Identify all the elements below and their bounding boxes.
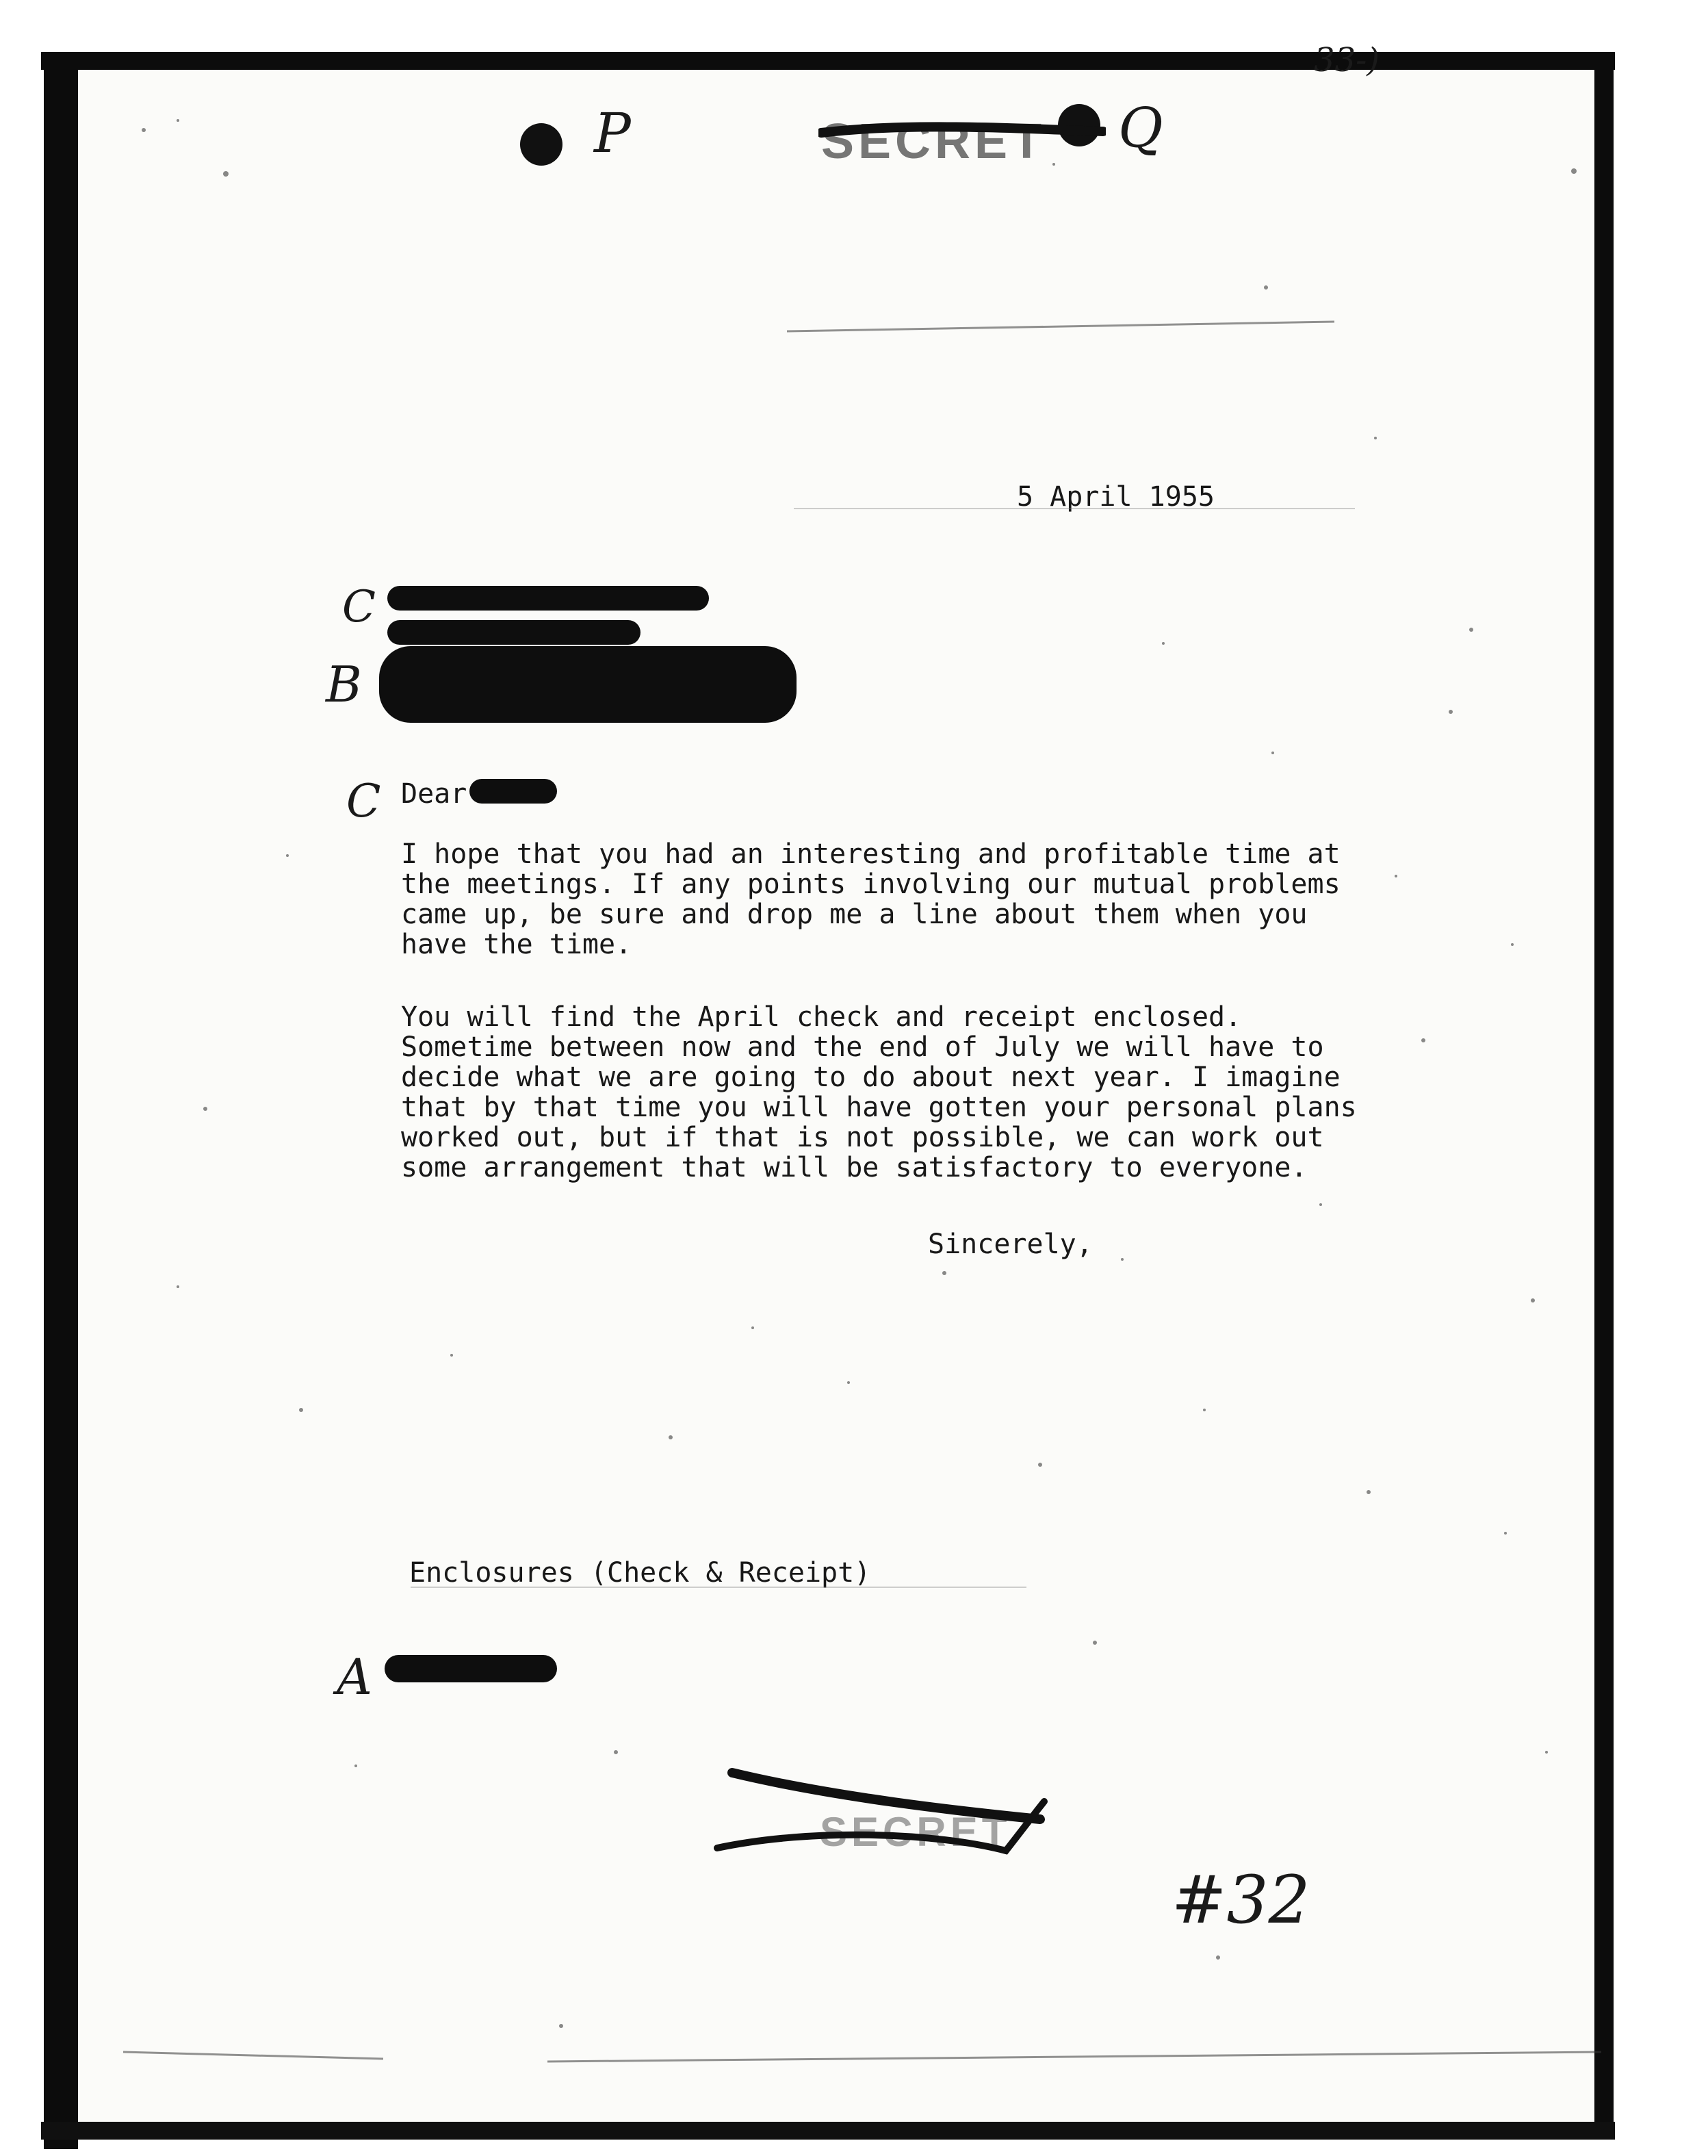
- stamp-strikeout-top: [818, 103, 1106, 157]
- classification-stamp-top: SECRET: [821, 114, 1046, 169]
- scan-rule-line: [411, 1587, 1026, 1588]
- handwritten-page-number: #32: [1172, 1862, 1310, 1938]
- body-paragraph-2: You will find the April check and receipt enclosed. Sometime between now and the end of July we will have to decide what we are going to do about next year. I imagine that by that time you will have gotten your personal plans worked out, but if that is not possible, we can work out some arrangement that will be satisfactory to everyone.: [401, 1001, 1357, 1183]
- margin-mark-c-salutation: C: [346, 775, 381, 827]
- stamp-strikeout-bottom: [712, 1756, 1054, 1873]
- redaction-addressee-line-1: [387, 586, 709, 611]
- enclosures-line: Enclosures (Check & Receipt): [409, 1557, 871, 1589]
- redaction-addressee-line-2: [387, 620, 640, 645]
- scan-edge-right: [1594, 52, 1614, 2133]
- scan-rule-line: [794, 508, 1355, 509]
- salutation: Dear: [401, 778, 467, 810]
- handwritten-letter-q: Q: [1118, 96, 1163, 159]
- scan-edge-bottom: [41, 2122, 1615, 2140]
- margin-mark-b: B: [326, 656, 362, 713]
- letter-date: 5 April 1955: [1017, 481, 1215, 513]
- body-paragraph-1: I hope that you had an interesting and profitable time at the meetings. If any points involving our mutual problems came up, be sure and drop me a line about them when you have the time.: [401, 838, 1341, 960]
- redaction-salutation-name: [469, 779, 557, 804]
- closing: Sincerely,: [928, 1229, 1093, 1260]
- handwritten-letter-p: P: [594, 101, 631, 165]
- scan-edge-left: [44, 68, 78, 2149]
- margin-mark-a: A: [337, 1648, 372, 1706]
- binder-hole-left: [520, 123, 562, 166]
- classification-stamp-bottom: SECRET: [820, 1809, 1011, 1855]
- margin-mark-c-first: C: [342, 582, 376, 632]
- redaction-enclosure-initials: [385, 1655, 557, 1682]
- handwritten-document-number: 33-): [1314, 41, 1380, 79]
- redaction-addressee-block: [379, 646, 797, 723]
